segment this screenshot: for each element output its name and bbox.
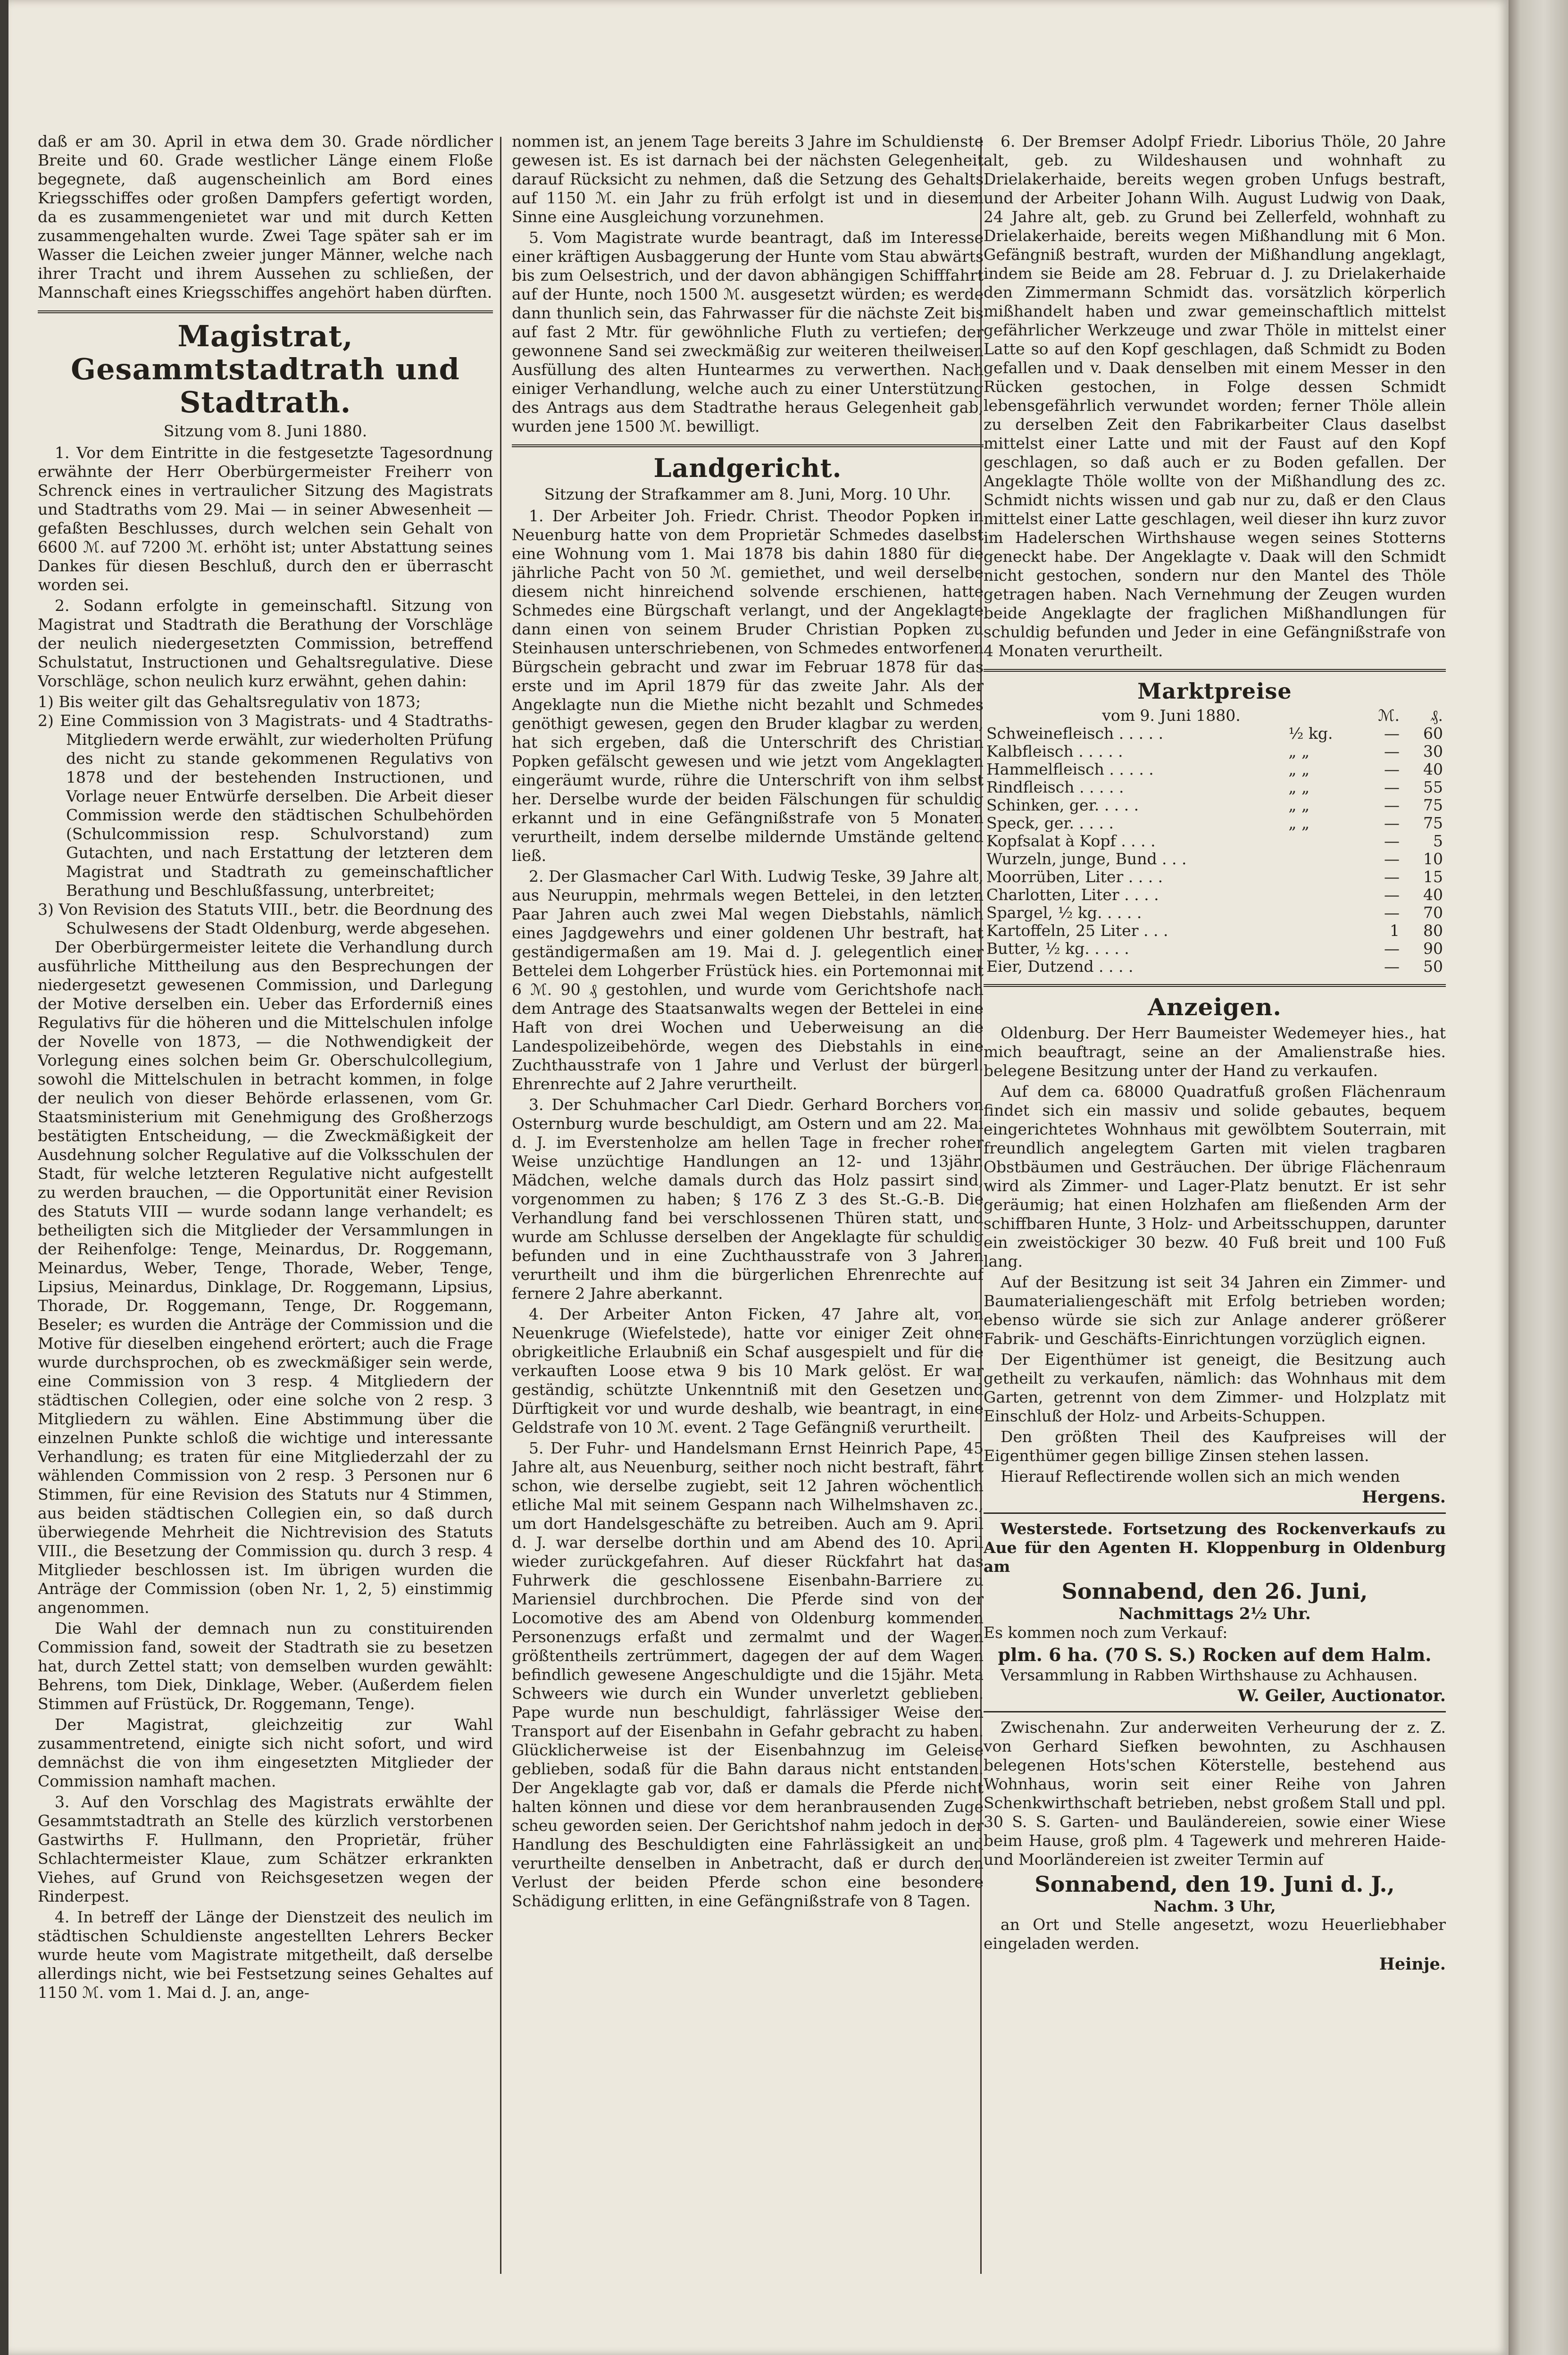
price-unit: „ „ <box>1288 814 1310 832</box>
ad-time: Nachmittags 2½ Uhr. <box>1118 1604 1311 1623</box>
ad-paragraph: Oldenburg. Der Herr Baumeister Wedemeyer hies., hat mich beauftragt, seine an der Amalienstraße hies. belegene Besitzung unter der Hand zu verkaufen. <box>984 1024 1446 1080</box>
price-pf: 15 <box>1423 868 1443 886</box>
price-pf: 40 <box>1423 885 1443 904</box>
price-pf: 30 <box>1423 742 1443 760</box>
section-rule <box>512 444 984 447</box>
table-row <box>984 760 1446 778</box>
price-mark: — <box>1384 903 1400 922</box>
price-mark: — <box>1384 742 1400 760</box>
table-row <box>984 743 1446 760</box>
ad-paragraph: an Ort und Stelle angesetzt, wozu Heuerliebhaber eingeladen werden. <box>984 1915 1446 1953</box>
price-mark: — <box>1384 796 1400 814</box>
paragraph: 2. Sodann erfolgte in gemeinschaftl. Sitzung von Magistrat und Stadtrath die Berathung der Vorschläge der neulich niedergesetzten Commission, betreffend Schulstatut, Instructionen und Gehaltsregulative. Diese Vorschläge, schon neulich kurz erwähnt, gehen dahin: <box>38 596 493 690</box>
price-pf: 75 <box>1423 814 1443 832</box>
ad-rule <box>984 1711 1446 1712</box>
paragraph: 1. Der Arbeiter Joh. Friedr. Christ. Theodor Popken in Neuenburg hatte von dem Proprietär Schmedes daselbst eine Wohnung vom 1. Mai 1878 bis dahin 1880 für die jährliche Pacht von 50 ℳ. gemiethet, und weil derselbe diesem nicht hinreichend solvende erschienen, hatte Schmedes eine Bürgschaft verlangt, und der Angeklagte dann einen von seinem Bruder Christian Popken zu Steinhausen unterschriebenen, von Schmedes entworfenen Bürgschein gebracht und zwar im Februar 1878 für das erste und im April 1879 für das zweite Jahr. Als der Angeklagte nun die Miethe nicht bezahlt und Schmedes genöthigt gewesen, gegen den Bruder klagbar zu werden, hat sich ergeben, daß die Unterschrift des Christian Popken gefälscht gewesen und wie jetzt vom Angeklagten eingeräumt wurde, rühre die Unterschrift von ihm selbst her. Derselbe wurde der beiden Fälschungen für schuldig erkannt und in eine Gefängnißstrafe von 5 Monaten verurtheilt, indem derselbe mildernde Umstände geltend ließ. <box>512 507 984 865</box>
ad-paragraph: Versammlung in Rabben Wirthshause zu Achhausen. <box>1001 1666 1418 1684</box>
price-item: Eier, Dutzend . . . . <box>986 957 1134 976</box>
price-unit <box>1285 922 1359 940</box>
price-item: Butter, ½ kg. . . . . <box>986 939 1129 958</box>
paragraph: Der Magistrat, gleichzeitig zur Wahl zusammentretend, einigte sich nicht sofort, und wird demnächst die von ihm eingesetzten Mitglieder der Commission namhaft machen. <box>38 1715 493 1790</box>
price-unit <box>1285 850 1359 868</box>
price-unit: „ „ <box>1288 760 1310 778</box>
ad-signature: Heinje. <box>1379 1954 1446 1974</box>
paragraph: 6. Der Bremser Adolpf Friedr. Liborius Thöle, 20 Jahre alt, geb. zu Wildeshausen und wohnhaft zu Drielakerhaide, bereits wegen groben Unfugs bestraft, und der Arbeiter Johann Wilh. August Ludwig von Daak, 24 Jahre alt, geb. zu Grund bei Zellerfeld, wohnhaft zu Drielakerhaide, bereits wegen Mißhandlung mit 6 Mon. Gefängniß bestraft, wurden der Mißhandlung angeklagt, indem sie Beide am 28. Februar d. J. zu Drielakerhaide den Zimmermann Schmidt das. vorsätzlich körperlich mißhandelt haben und zwar gemeinschaftlich mittelst gefährlicher Werkzeuge und zwar Thöle in mittelst einer Latte so auf den Kopf geschlagen, daß Schmidt zu Boden gefallen und v. Daak denselben mit einem Messer in den Rücken gestochen, in Folge dessen Schmidt lebensgefährlich verwundet worden; ferner Thöle allein zu derselben Zeit den Fabrikarbeiter Claus daselbst mittelst einer Latte und mit der Faust auf den Kopf geschlagen, so daß auch er zu Boden gefallen. Der Angeklagte Thöle wollte von der Mißhandlung des zc. Schmidt nichts wissen und gab nur zu, daß er den Claus mittelst einer Latte geschlagen, weil dieser ihn kurz zuvor im Hadelerschen Wirthshause wegen seines Stotterns geneckt habe. Der Angeklagte v. Daak will den Schmidt nicht gestochen, sondern nur den Mantel des Thöle getragen haben. Nach Vernehmung der Zeugen wurden beide Angeklagte der fraglichen Mißhandlungen für schuldig befunden und Jeder in eine Gefängnißstrafe von 4 Monaten verurtheilt. <box>984 132 1446 660</box>
paragraph: 4. In betreff der Länge der Dienstzeit des neulich im städtischen Schuldienste angestellten Lehrers Becker wurde heute vom Magistrate mitgetheilt, daß derselbe allerdings nicht, wie bei Festsetzung seines Gehaltes auf 1150 ℳ. vom 1. Mai d. J. an, ange- <box>38 1908 493 2002</box>
ad-paragraph: Es kommen noch zum Verkauf: <box>984 1623 1228 1642</box>
price-pf: 40 <box>1423 760 1443 778</box>
price-unit <box>1285 868 1359 886</box>
price-pf: 70 <box>1423 903 1443 922</box>
paragraph: 3. Auf den Vorschlag des Magistrats erwählte der Gesammtstadtrath an Stelle des kürzlich verstorbenen Gastwirths F. Hullmann, den Proprietär, früher Schlachtermeister Klaue, zum Schätzer erkrankten Viehes, auf Grund von Reichsgesetzen wegen der Rinderpest. <box>38 1793 493 1905</box>
paragraph: nommen ist, an jenem Tage bereits 3 Jahre im Schuldienste gewesen ist. Es ist darnach bei der nächsten Gelegenheit darauf Rücksicht zu nehmen, daß die Setzung des Gehalts auf 1150 ℳ. ein Jahr zu früh erfolgt ist und in diesem Sinne eine Ausgleichung vorzunehmen. <box>512 132 984 226</box>
session-date: Sitzung der Strafkammer am 8. Juni, Morg. 10 Uhr. <box>544 485 951 503</box>
table-row <box>984 868 1446 886</box>
ad-paragraph: Zwischenahn. Zur anderweiten Verheurung der z. Z. von Gerhard Siefken bewohnten, zu Aschhausen belegenen Hots'schen Köterstelle, bestehend aus Wohnhaus, worin seit einer Reihe von Jahren Schenkwirthschaft betrieben, nebst großem Stall und ppl. 30 S. S. Garten- und Bauländereien, sowie einer Wiese beim Hause, groß plm. 4 Tagewerk und mehreren Haide- und Moorländereien ist zweiter Termin auf <box>984 1718 1446 1869</box>
paragraph: 4. Der Arbeiter Anton Ficken, 47 Jahre alt, von Neuenkruge (Wiefelstede), hatte vor einiger Zeit ohne obrigkeitliche Erlaubniß ein Schaf ausgespielt und für die verkauften Loose etwa 9 bis 10 Mark gelöst. Er war geständig, schützte Unkenntniß mit den Gesetzen und Dürftigkeit vor und wurde deshalb, wie beantragt, in eine Geldstrafe von 10 ℳ. event. 2 Tage Gefängniß verurtheilt. <box>512 1305 984 1436</box>
price-unit: „ „ <box>1288 742 1310 760</box>
table-row <box>984 814 1446 832</box>
price-mark: — <box>1384 778 1400 796</box>
price-mark: — <box>1384 850 1400 868</box>
table-row <box>984 886 1446 904</box>
section-rule <box>984 669 1446 672</box>
ad-date: Sonnabend, den 26. Juni, <box>1061 1578 1368 1604</box>
price-unit <box>1285 958 1359 976</box>
currency-pf-header: ₰. <box>1430 706 1443 725</box>
table-row <box>984 778 1446 796</box>
paragraph: 5. Der Fuhr- und Handelsmann Ernst Heinrich Pape, 45 Jahre alt, aus Neuenburg, seither noch nicht bestraft, fährt schon, wie derselbe zugiebt, seit 12 Jahren wöchentlich etliche Mal mit seinem Gespann nach Wilhelmshaven zc., um dort Handelsgeschäfte zu betreiben. Auch am 9. April d. J. war derselbe dorthin und am Abend des 10. April wieder zurückgefahren. Auf dieser Rückfahrt hat das Fuhrwerk die geschlossene Eisenbahn-Barriere zu Mariensiel durchbrochen. Die Pferde sind von der Locomotive des am Abend von Oldenburg kommenden Personenzugs erfaßt und zermalmt und der Wagen größtentheils zertrümmert, dagegen der auf dem Wagen befindlich gewesene Angeschuldigte und die 15jähr. Meta Schweers wie durch ein Wunder unverletzt geblieben. Pape wurde nun beschuldigt, fahrlässiger Weise den Transport auf der Eisenbahn in Gefahr gebracht zu haben. Glücklicherweise ist der Eisenbahnzug im Geleise geblieben, sodaß für die Bahn daraus nicht entstanden. Der Angeklagte gab vor, daß er damals die Pferde nicht halten können und diese vor dem heranbrausenden Zuge scheu geworden seien. Der Gerichtshof nahm jedoch in der Handlung des Beschuldigten eine Fahrlässigkeit an und verurtheilte denselben in Anbetracht, daß er durch den Verlust der beiden Pferde schon eine besondere Schädigung erlitten, in eine Gefängnißstrafe von 8 Tagen. <box>512 1439 984 1910</box>
ad-paragraph: Auf dem ca. 68000 Quadratfuß großen Flächenraum findet sich ein massiv und solide gebautes, bequem eingerichtetes Wohnhaus mit gewölbtem Souterrain, mit freundlich angelegtem Garten mit vielen tragbaren Obstbäumen und Gesträuchen. Der übrige Flächenraum wird als Zimmer- und Lager-Platz benutzt. Er ist sehr geräumig; hat einen Holzhafen am fließenden Arm der schiffbaren Hunte, 3 Holz- und Arbeitsschuppen, darunter ein zweistöckiger 30 bezw. 40 Fuß breit und 100 Fuß lang. <box>984 1082 1446 1270</box>
ad-rule <box>984 1512 1446 1514</box>
ad-paragraph: Den größten Theil des Kaufpreises will der Eigenthümer gegen billige Zinsen stehen lassen. <box>984 1428 1446 1465</box>
table-row <box>984 796 1446 814</box>
paragraph: 1. Vor dem Eintritte in die festgesetzte Tagesordnung erwähnte der Herr Oberbürgermeister Freiherr von Schrenck eines in vertraulicher Sitzung des Magistrats und Stadtraths vom 29. Mai — in seiner Abwesenheit — gefaßten Beschlusses, durch welchen sein Gehalt von 6600 ℳ. auf 7200 ℳ. erhöht ist; unter Abstattung seines Dankes für diesen Beschluß, durch den er überrascht worden sei. <box>38 443 493 594</box>
price-unit: ½ kg. <box>1288 724 1333 743</box>
price-pf: 60 <box>1423 724 1443 743</box>
price-item: Schinken, ger. . . . . <box>986 796 1139 814</box>
ad-signature: W. Geiler, Auctionator. <box>1237 1686 1446 1705</box>
ad-date: Sonnabend, den 19. Juni d. J., <box>1034 1871 1395 1897</box>
price-unit <box>1285 940 1359 958</box>
list-item: 2) Eine Commission von 3 Magistrats- und 4 Stadtraths-Mitgliedern werde erwählt, zur wiederholten Prüfung des nicht zu stande gekommenen Regulativs von 1878 und der bestehenden Instructionen, und Vorlage neuer Entwürfe derselben. Die Arbeit dieser Commission werde den städtischen Schulbehörden (Schulcommission resp. Schulvorstand) zum Gutachten, und nach Erstattung der letzteren dem Magistrat und Stadtrath zu gemeinschaftlicher Berathung und Beschlußfassung, unterbreitet; <box>38 711 493 900</box>
price-unit <box>1285 904 1359 922</box>
market-date: vom 9. Juni 1880. <box>1102 706 1241 725</box>
currency-mark-header: ℳ. <box>1378 706 1400 725</box>
section-heading-magistrat: Magistrat, Gesammtstadtrath und Stadtrath. <box>71 319 460 419</box>
table-row <box>984 958 1446 976</box>
ad-paragraph: Hierauf Reflectirende wollen sich an mich wenden <box>1001 1467 1400 1486</box>
price-mark: — <box>1384 724 1400 743</box>
price-rows <box>984 725 1446 976</box>
price-item: Spargel, ½ kg. . . . . <box>986 903 1142 922</box>
price-item: Wurzeln, junge, Bund . . . <box>986 850 1187 868</box>
price-mark: — <box>1384 832 1400 850</box>
table-row <box>984 904 1446 922</box>
page-binding <box>0 0 8 2355</box>
price-item: Hammelfleisch . . . . . <box>986 760 1154 778</box>
column-2 <box>512 132 984 1912</box>
column-1 <box>38 132 493 2004</box>
price-pf: 10 <box>1423 850 1443 868</box>
ad-paragraph: Auf der Besitzung ist seit 34 Jahren ein Zimmer- und Baumaterialiengeschäft mit Erfolg betrieben worden; ebenso würde sie sich zur Anlage anderer größerer Fabrik- und Geschäfts-Einrichtungen vorzüglich eignen. <box>984 1273 1446 1348</box>
price-mark: 1 <box>1390 921 1400 940</box>
price-mark: — <box>1384 760 1400 778</box>
section-rule <box>38 310 493 313</box>
price-item: Kopfsalat à Kopf . . . . <box>986 832 1156 850</box>
page-edge <box>1509 0 1568 2355</box>
price-mark: — <box>1384 957 1400 976</box>
price-unit <box>1285 886 1359 904</box>
intro-paragraph: daß er am 30. April in etwa dem 30. Grade nördlicher Breite und 60. Grade westlicher Länge einem Floße begegnete, daß augenscheinlich am Bord eines Kriegsschiffes oder großen Dampfers gefertigt worden, da es zusammengenietet war und mit durch Ketten zusammengehalten wurde. Zwei Tage später sah er im Wasser die Leichen zweier junger Männer, welche nach ihrer Tracht und ihrem Aussehen zu schließen, der Mannschaft eines Kriegsschiffes angehört haben dürften. <box>38 132 493 301</box>
price-item: Moorrüben, Liter . . . . <box>986 868 1163 886</box>
price-item: Kartoffeln, 25 Liter . . . <box>986 921 1168 940</box>
price-pf: 50 <box>1423 957 1443 976</box>
paragraph: 2. Der Glasmacher Carl With. Ludwig Teske, 39 Jahre alt, aus Neuruppin, mehrmals wegen Bettelei, in den letzten Paar Jahren auch zwei Mal wegen Diebstahls, nämlich eines Jagdgewehrs und einer goldenen Uhr bestraft, hat geständigermaßen am 19. Mai d. J. gelegentlich einer Bettelei dem Lohgerber Früstück hies. ein Portemonnai mit 6 ℳ. 90 ₰ gestohlen, und wurde vom Gerichtshofe nach dem Antrage des Staatsanwalts wegen der Bettelei in eine Haft von drei Wochen und Ueberweisung an die Landespolizeibehörde, wegen des Diebstahls in eine Zuchthausstrafe von 1 Jahre und Verlust der bürgerl. Ehrenrechte auf 2 Jahre verurtheilt. <box>512 867 984 1093</box>
paragraph: Der Oberbürgermeister leitete die Verhandlung durch ausführliche Mittheilung aus den Besprechungen der niedergesetzt gewesenen Commission, und Darlegung der Motive derselben ein. Ueber das Erforderniß eines Regulativs für die höheren und die Mittelschulen infolge der Novelle von 1873, — die Nothwendigkeit der Vorlegung eines solchen beim Gr. Oberschulcollegium, sowohl die Mittelschulen in betracht kommen, in folge der neulich von dieser Behörde erlassenen, vom Gr. Staatsministerium mit Genehmigung des Großherzogs bestätigten Entscheidung, — die Zweckmäßigkeit der Ausdehnung solcher Regulative auf die Volksschulen der Stadt, für welche letzteren Regulative nicht aufgestellt zu werden brauchen, — die Opportunität einer Revision des Statuts VIII — wurde sodann lange verhandelt; es betheiligten sich die Mitglieder der Versammlungen in der Reihenfolge: Tenge, Meinardus, Dr. Roggemann, Meinardus, Weber, Tenge, Thorade, Weber, Tenge, Lipsius, Meinardus, Dinklage, Dr. Roggemann, Lipsius, Thorade, Dr. Roggemann, Tenge, Dr. Roggemann, Beseler; es wurden die Anträge der Commission und die Motive für dieselben eingehend erörtert; auch die Frage wurde durchsprochen, ob es zweckmäßiger sein werde, eine Commission von 3 resp. 4 Mitgliedern der städtischen Collegien, oder eine solche von 2 resp. 3 Mitgliedern zu wählen. Eine Abstimmung über die einzelnen Punkte schloß die wichtige und interessante Verhandlung; es traten für eine Mitgliederzahl der zu wählenden Commission von 2 resp. 3 Personen nur 6 Stimmen, für eine Revision des Statuts nur 4 Stimmen, aus beiden städtischen Collegien ein, so daß durch überwiegende Mehrheit die Nichtrevision des Statuts VIII., die Besetzung der Commission qu. durch 3 resp. 4 Mitglieder beschlossen ist. Im übrigen wurden die Anträge der Commission (oben Nr. 1, 2, 5) einstimmig angenommen. <box>38 938 493 1617</box>
ads-heading: Anzeigen. <box>1148 993 1282 1021</box>
price-pf: 90 <box>1423 939 1443 958</box>
price-unit <box>1285 832 1359 850</box>
price-mark: — <box>1384 885 1400 904</box>
table-row <box>984 725 1446 743</box>
price-mark: — <box>1384 814 1400 832</box>
price-item: Schweinefleisch . . . . . <box>986 724 1164 743</box>
paragraph: 5. Vom Magistrate wurde beantragt, daß im Interesse einer kräftigen Ausbaggerung der Hunte vom Stau abwärts bis zum Oelsestrich, und der davon abhängigen Schifffahrt auf der Hunte, noch 1500 ℳ. ausgesetzt würden; es werde dann thunlich sein, das Fahrwasser für die nächste Zeit bis auf fast 2 Mtr. für gewöhnliche Fluth zu vertiefen; der gewonnene Sand sei zweckmäßig zur weiteren theilweisen Ausfüllung des alten Huntearmes zu verwerthen. Nach einiger Verhandlung, welche auch zu einer Unterstützung des Antrags aus dem Stadtrathe heraus Gelegenheit gab, wurden jene 1500 ℳ. bewilligt. <box>512 228 984 435</box>
list-item: 3) Von Revision des Statuts VIII., betr. die Beordnung des Schulwesens der Stadt Oldenburg, werde abgesehen. <box>38 900 493 937</box>
paragraph: Die Wahl der demnach nun zu constituirenden Commission fand, soweit der Stadtrath sie zu besetzen hat, durch Zettel statt; von demselben wurden gewählt: Behrens, tom Diek, Dinklage, Weber. (Außerdem fielen Stimmen auf Früstück, Dr. Roggemann, Tenge). <box>38 1619 493 1713</box>
proposal-list <box>38 693 493 938</box>
price-item: Speck, ger. . . . . <box>986 814 1114 832</box>
table-header-row <box>984 707 1446 725</box>
table-row <box>984 850 1446 868</box>
ad-time: Nachm. 3 Uhr, <box>1153 1897 1276 1915</box>
price-pf: 55 <box>1423 778 1443 796</box>
price-item: Charlotten, Liter . . . . <box>986 885 1159 904</box>
table-row <box>984 940 1446 958</box>
price-pf: 80 <box>1423 921 1443 940</box>
section-rule <box>984 984 1446 987</box>
ad-paragraph: Westerstede. Fortsetzung des Rockenverkaufs zu Aue für den Agenten H. Kloppenburg in Oldenburg am <box>984 1520 1446 1576</box>
price-pf: 5 <box>1433 832 1443 850</box>
price-item: Rindfleisch . . . . . <box>986 778 1124 796</box>
list-item: 1) Bis weiter gilt das Gehaltsregulativ von 1873; <box>38 693 421 711</box>
ad-item: plm. 6 ha. (70 S. S.) Rocken auf dem Halm. <box>998 1644 1432 1665</box>
price-item: Kalbfleisch . . . . . <box>986 742 1123 760</box>
price-unit: „ „ <box>1288 796 1310 814</box>
column-3 <box>984 132 1446 1974</box>
ad-signature: Hergens. <box>1362 1487 1446 1507</box>
market-heading: Marktpreise <box>1137 678 1292 704</box>
column-rule-1 <box>500 137 501 2274</box>
ad-paragraph: Der Eigenthümer ist geneigt, die Besitzung auch getheilt zu verkaufen, nämlich: das Wohnhaus mit dem Garten, getrennt von dem Zimmer- und Holzplatz mit Einschluß der Holz- und Arbeits-Schuppen. <box>984 1350 1446 1425</box>
section-heading-landgericht: Landgericht. <box>653 453 842 483</box>
price-mark: — <box>1384 939 1400 958</box>
table-row <box>984 832 1446 850</box>
price-mark: — <box>1384 868 1400 886</box>
paragraph: 3. Der Schuhmacher Carl Diedr. Gerhard Borchers von Osternburg wurde beschuldigt, am Ostern und am 22. Mai d. J. im Everstenholze am hellen Tage in frecher roher Weise unzüchtige Handlungen an 12- und 13jähr. Mädchen, welche damals durch das Holz passirt sind, vorgenommen zu haben; § 176 Z 3 des St.-G.-B. Die Verhandlung fand bei verschlossenen Thüren statt, und wurde am Schlusse derselben der Angeklagte für schuldig befunden und in eine Zuchthausstrafe von 3 Jahren verurtheilt und ihm die bürgerlichen Ehrenrechte auf fernere 2 Jahre aberkannt. <box>512 1095 984 1303</box>
table-row <box>984 922 1446 940</box>
market-price-table <box>984 707 1446 976</box>
price-unit: „ „ <box>1288 778 1310 796</box>
price-pf: 75 <box>1423 796 1443 814</box>
session-date: Sitzung vom 8. Juni 1880. <box>163 422 367 440</box>
